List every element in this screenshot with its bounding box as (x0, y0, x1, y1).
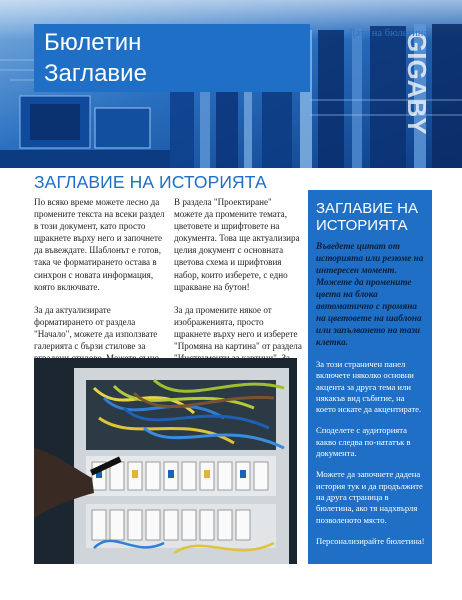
sidebar-quote[interactable]: Въведете цитат от историята или резюме на интересен момент. Можете да промените цвета на блока автоматично с промяна на цветовете на шаблона или запълването на тази клетка. (316, 241, 424, 347)
newsletter-date[interactable]: Дата на бюлетина (348, 28, 428, 39)
newsletter-header (0, 0, 462, 168)
sidebar-paragraph[interactable]: Персонализирайте бюлетина! (316, 535, 425, 546)
newsletter-title-box (34, 24, 310, 92)
sidebar-title[interactable]: ЗАГЛАВИЕ НА ИСТОРИЯТА (316, 200, 418, 234)
sidebar-paragraph[interactable]: Можете да започнете дадена история тук и да продължите на друга страница в бюлетина, ако тя надхвърля позволеното място. (316, 469, 423, 525)
story-heading[interactable]: ЗАГЛАВИЕ НА ИСТОРИЯТА (34, 172, 267, 192)
story-paragraph[interactable]: По всяко време можете лесно да промените текста на всеки раздел в този документ, като просто щракнете върху него и започнете да въвеждате. Шаблонът е готов, така че форматирането остава в синхрон с новата информация, която включвате. (34, 197, 165, 292)
electrical-panel-photo[interactable] (34, 358, 297, 564)
newsletter-title-line2[interactable]: Заглавие (44, 60, 147, 87)
story-paragraph[interactable]: В раздела "Проектиране" можете да промените темата, цветовете и шрифтовете на документа. Това ще актуализира целия документ с основната цветова схема и шрифтовия набор, които изберете, с едно щракване на бутон! (174, 197, 300, 292)
hero-brand-text: GIGABY (402, 32, 432, 135)
sidebar-paragraph[interactable]: За този страничен панел включете няколко основни акцента за друга тема или някакъв вид събитие, на което искате да акцентирате. (316, 359, 422, 415)
electrical-panel-image (34, 358, 297, 564)
story-paragraph[interactable]: За да актуализирате форматирането от раздела "Начало", можете да използвате галерията с бързи стилове за (34, 304, 158, 352)
newsletter-title-line1[interactable]: Бюлетин (44, 29, 142, 56)
story-paragraph[interactable]: За да промените някое от изображенията, просто щракнете върху него и изберете "Промяна на картина" от раздела (174, 304, 302, 352)
sidebar-panel (308, 190, 432, 564)
sidebar-paragraph[interactable]: Споделете с аудиторията какво следва по-нататък в документа. (316, 425, 411, 459)
